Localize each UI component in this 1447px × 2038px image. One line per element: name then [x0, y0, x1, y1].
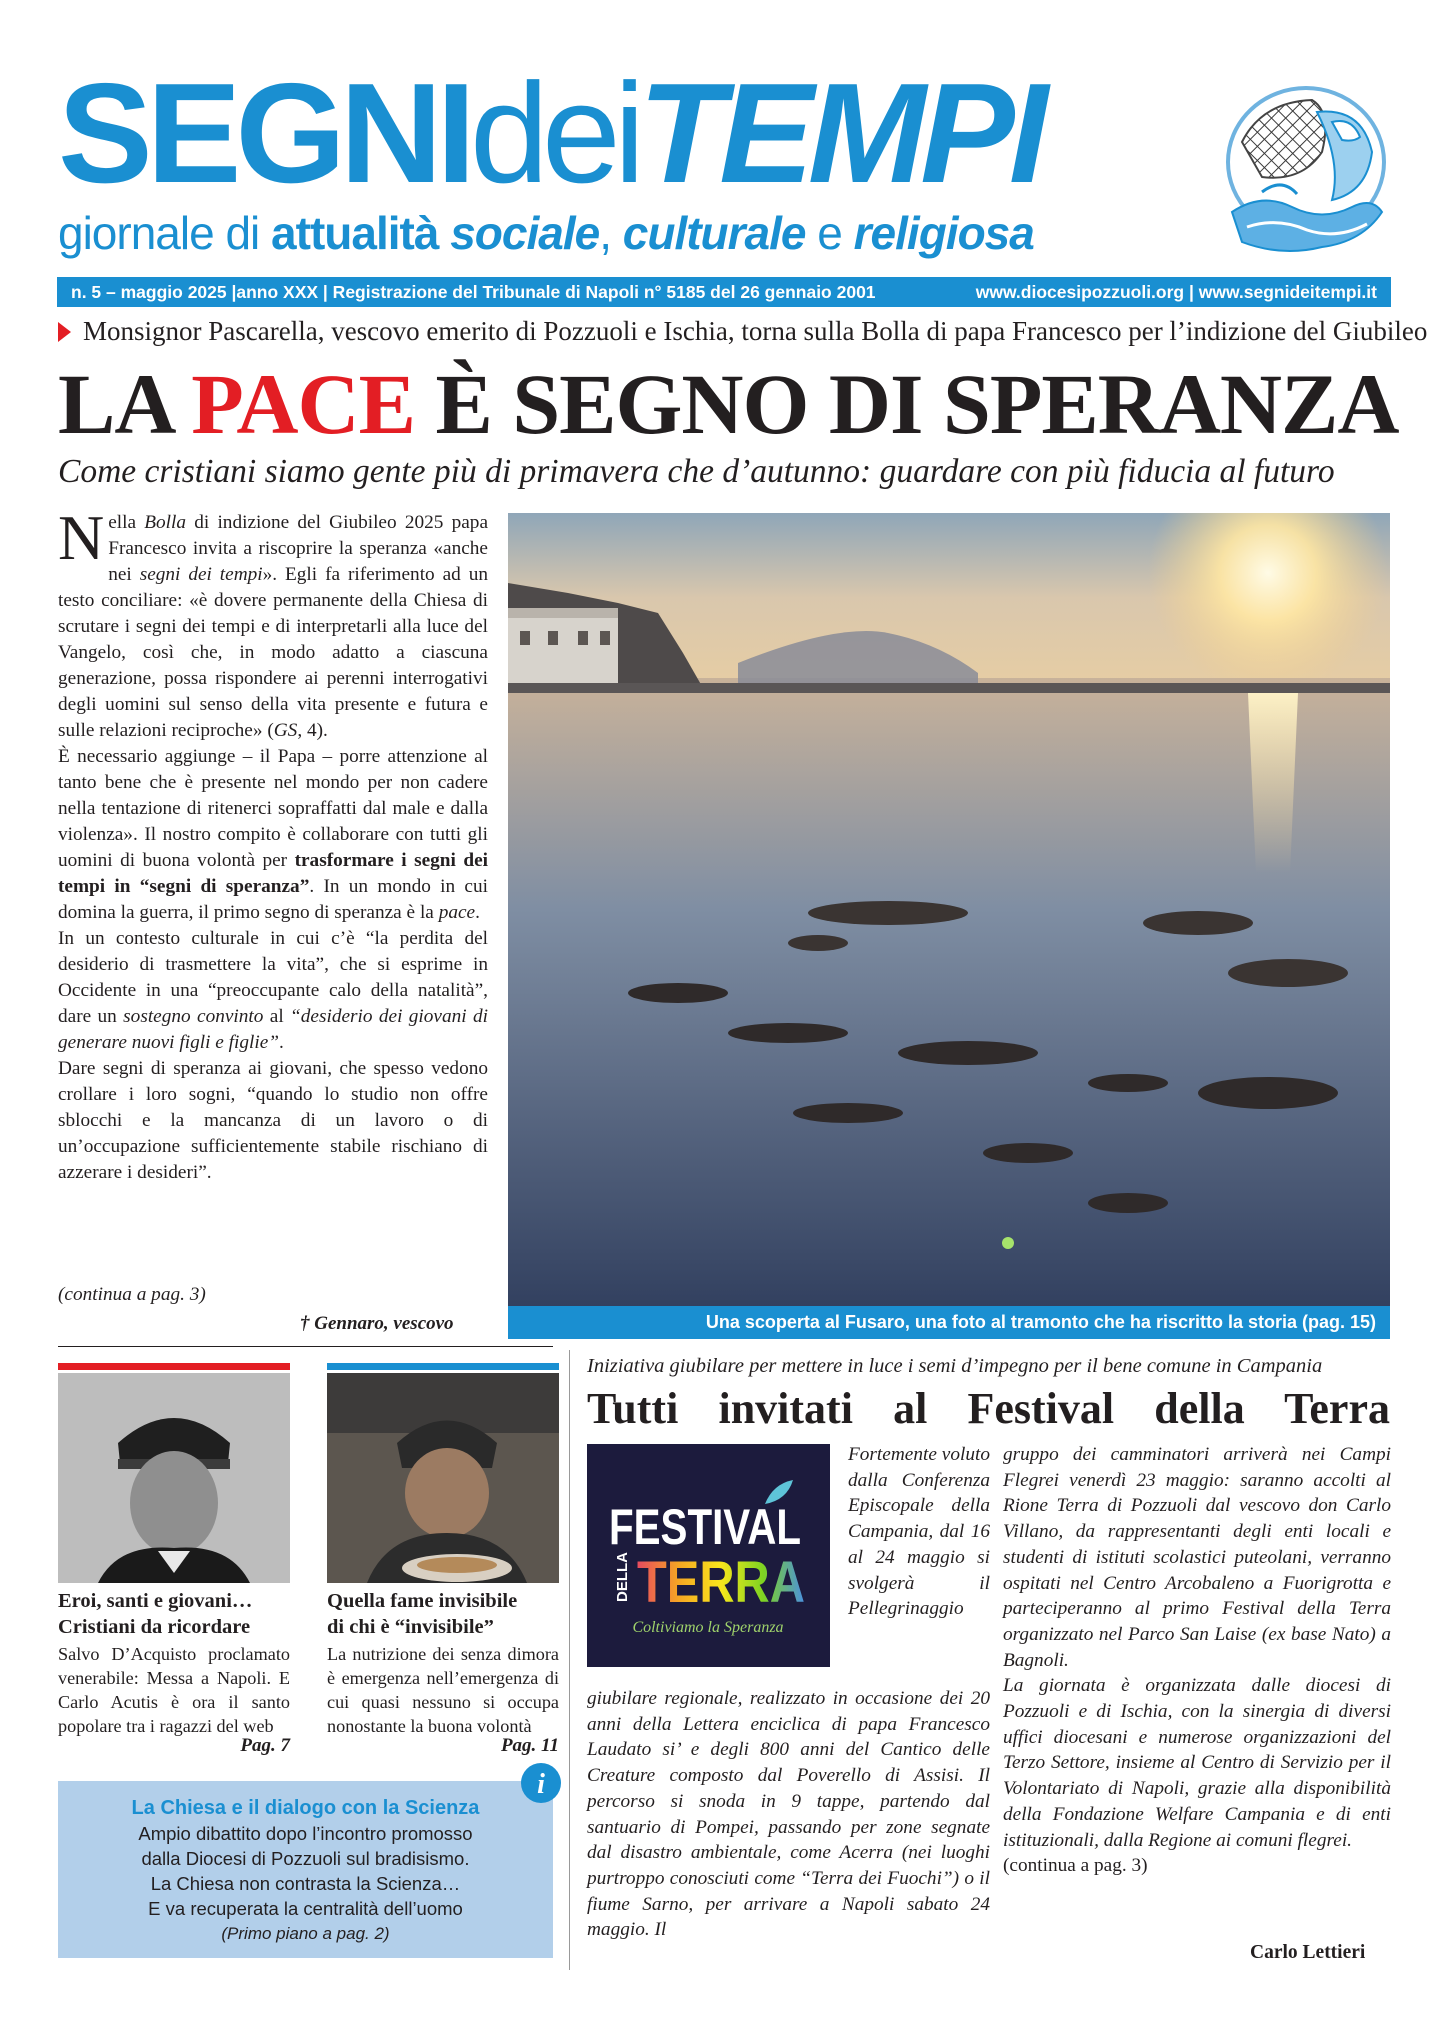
issue-bar — [57, 277, 1391, 307]
festival-column-1-bottom: giubilare regionale, realizzato in occasione dei 20 anni della Lettera enciclica di papa Francesco Laudato si’ e degli 800 anni del Cantico delle Creature composto dal Poverello di Assisi. Il percorso si snoda in 9 tappe, partendo dal santuario di Pompei, passando per zone segnate dal disastro ambientale, come Acerra (nei luoghi purtroppo conosciuti come “Terra dei Fuochi”) o il fiume Sarno, per arrivare a Napoli sabato 24 maggio. Il — [587, 1688, 990, 1941]
masthead-logo — [1222, 82, 1390, 267]
infobox-line: La Chiesa non contrasta la Scienza… — [150, 1873, 461, 1894]
festival-column-1-top: Fortemente voluto dalla Conferenza Episcopale della Campania, dal 16 al 24 maggio si svolgerà il Pellegrinaggio — [848, 1444, 990, 1620]
teaser-1-body: Salvo D’Acquisto proclamato venerabile: Messa a Napoli. E Carlo Acutis è ora il santo popolare tra i ragazzi del web — [58, 1644, 290, 1736]
teaser-2-page[interactable]: Pag. 11 — [500, 1735, 559, 1756]
lead-photo-sunset — [508, 513, 1390, 1339]
teaser-2-title[interactable]: Quella fame invisibile di chi è “invisibile” — [327, 1590, 518, 1638]
teaser-1-page[interactable]: Pag. 7 — [240, 1735, 290, 1756]
photo-caption[interactable]: Una scoperta al Fusaro, una foto al tramonto che ha riscritto la storia (pag. 15) — [508, 1306, 1390, 1339]
teaser-bar-blue — [327, 1363, 559, 1370]
teaser-photo-carabiniere — [58, 1373, 290, 1583]
kicker-triangle-icon — [58, 322, 71, 342]
masthead-title-segni: SEGNI — [58, 54, 470, 213]
masthead-title-tempi: TEMPI — [638, 54, 1043, 213]
infobox-line: Ampio dibattito dopo l’incontro promosso — [138, 1823, 473, 1844]
lead-headline: LA PACE È SEGNO DI SPERANZA — [58, 356, 1399, 452]
drop-cap: N — [58, 502, 105, 573]
lead-paragraph-3: In un contesto culturale in cui c’è “la perdita del desiderio di trasmettere la vita”, che si esprime in Occidente in una “preoccupante calo della natalità”, dare un sostegno convinto al “desiderio dei giovani di generare nuovi figli e figlie”. — [58, 928, 488, 1053]
divider-horizontal-left — [58, 1346, 553, 1347]
info-icon — [520, 1762, 562, 1804]
lead-paragraph-2: È necessario aggiunge – il Papa – porre attenzione al tanto bene che è presente nel mondo per non cadere nella tentazione di ritenerci sopraffatti dal male e dalla violenza». Il nostro compito è collaborare con tutti gli uomini di buona volontà per trasformare i segni dei tempi in “segni di speranza”. In un mondo in cui domina la guerra, il primo segno di speranza è la pace. — [58, 746, 488, 923]
lead-article-body — [58, 502, 489, 1186]
lead-standfirst: Come cristiani siamo gente più di primavera che d’autunno: guardare con più fiducia al futuro — [58, 453, 1335, 490]
svg-text:DELLA: DELLA — [614, 1552, 631, 1602]
infobox-line: dalla Diocesi di Pozzuoli sul bradisismo. — [141, 1848, 470, 1869]
infobox-title: La Chiesa e il dialogo con la Scienza — [131, 1797, 480, 1819]
infobox-reference: (Primo piano a pag. 2) — [221, 1924, 390, 1943]
festival-continued[interactable]: (continua a pag. 3) — [1003, 1855, 1148, 1877]
masthead-title-dei: dei — [469, 54, 639, 213]
divider-vertical — [569, 1350, 570, 1970]
teaser-photo-homeless-man — [327, 1373, 559, 1583]
festival-column-2 — [1003, 1442, 1391, 1879]
festival-title: Tutti invitati al Festival della Terra — [587, 1384, 1390, 1433]
infobox-line: E va recuperata la centralità dell’uomo — [148, 1898, 463, 1919]
festival-logo — [587, 1444, 830, 1667]
lead-paragraph-4: Dare segni di speranza ai giovani, che spesso vedono crollare i loro sogni, “quando lo studio non offre sblocchi e la mancanza di un lavoro o di un’occupazione sufficientemente stabile rischiano di azzerare i desideri”. — [58, 1058, 488, 1183]
svg-text:TERRA: TERRA — [637, 1550, 805, 1615]
festival-signature: Carlo Lettieri — [1250, 1942, 1366, 1963]
svg-text:Coltiviamo la Speranza: Coltiviamo la Speranza — [632, 1619, 784, 1636]
svg-text:FESTIVAL: FESTIVAL — [609, 1499, 801, 1555]
issue-websites[interactable]: www.diocesipozzuoli.org | www.segnideitempi.it — [975, 282, 1377, 302]
teaser-1-title[interactable]: Eroi, santi e giovani… Cristiani da ricordare — [58, 1590, 253, 1638]
lead-paragraph-1: Nella Bolla di indizione del Giubileo 2025 papa Francesco invita a riscoprire la speranza «anche nei segni dei tempi». Egli fa riferimento ad un testo conciliare: «è dovere permanente della Chiesa di scrutare i segni dei tempi e di interpretarli alla luce del Vangelo, così che, in modo adatto a ciascuna generazione, possa rispondere ai perenni interrogativi degli uomini sul senso della vita presente e futura e sulle relazioni reciproche» (GS, 4). — [58, 502, 489, 741]
masthead-title — [58, 54, 1043, 213]
lead-signature: † Gennaro, vescovo — [300, 1313, 454, 1334]
issue-info: n. 5 – maggio 2025 |anno XXX | Registrazione del Tribunale di Napoli n° 5185 del 26 gennaio 2001 — [71, 282, 876, 302]
masthead-subtitle: giornale di attualità sociale, culturale e religiosa — [58, 207, 1034, 259]
teaser-bar-red — [58, 1363, 290, 1370]
festival-paragraph-1: gruppo dei camminatori arriverà nei Campi Flegrei venerdì 23 maggio: saranno accolti al Rione Terra di Pozzuoli dal vescovo don Carlo Villano, da rappresentanti degli enti locali e studenti di istituti scolastici puteolani, verranno ospitati nel Centro Arcobaleno a Fuorigrotta e parteciperanno al primo Festival della Terra organizzato nel Parco San Laise (ex base Nato) a Bagnoli. — [1003, 1444, 1391, 1671]
festival-paragraph-2: La giornata è organizzata dalle diocesi di Pozzuoli e di Ischia, con la sinergia di diversi uffici diocesani e numerose organizzazioni del Terzo Settore, insieme al Centro di Servizio per il Volontariato di Napoli, grazie alla disponibilità della Fondazione Welfare Campania e di enti istituzionali, dalla Regione ai comuni flegrei. — [1003, 1675, 1391, 1851]
svg-text:i: i — [537, 1769, 545, 1800]
festival-kicker: Iniziativa giubilare per mettere in luce i semi d’impegno per il bene comune in Campania — [587, 1355, 1323, 1377]
infobox-science[interactable] — [58, 1781, 553, 1958]
teaser-2-body: La nutrizione dei senza dimora è emergenza nell’emergenza di cui quasi nessuno si occupa nonostante la buona volontà — [327, 1644, 559, 1736]
lead-kicker: Monsignor Pascarella, vescovo emerito di Pozzuoli e Ischia, torna sulla Bolla di papa Francesco per l’indizione del Giubileo — [58, 316, 1427, 347]
lead-continued[interactable]: (continua a pag. 3) — [58, 1284, 206, 1305]
